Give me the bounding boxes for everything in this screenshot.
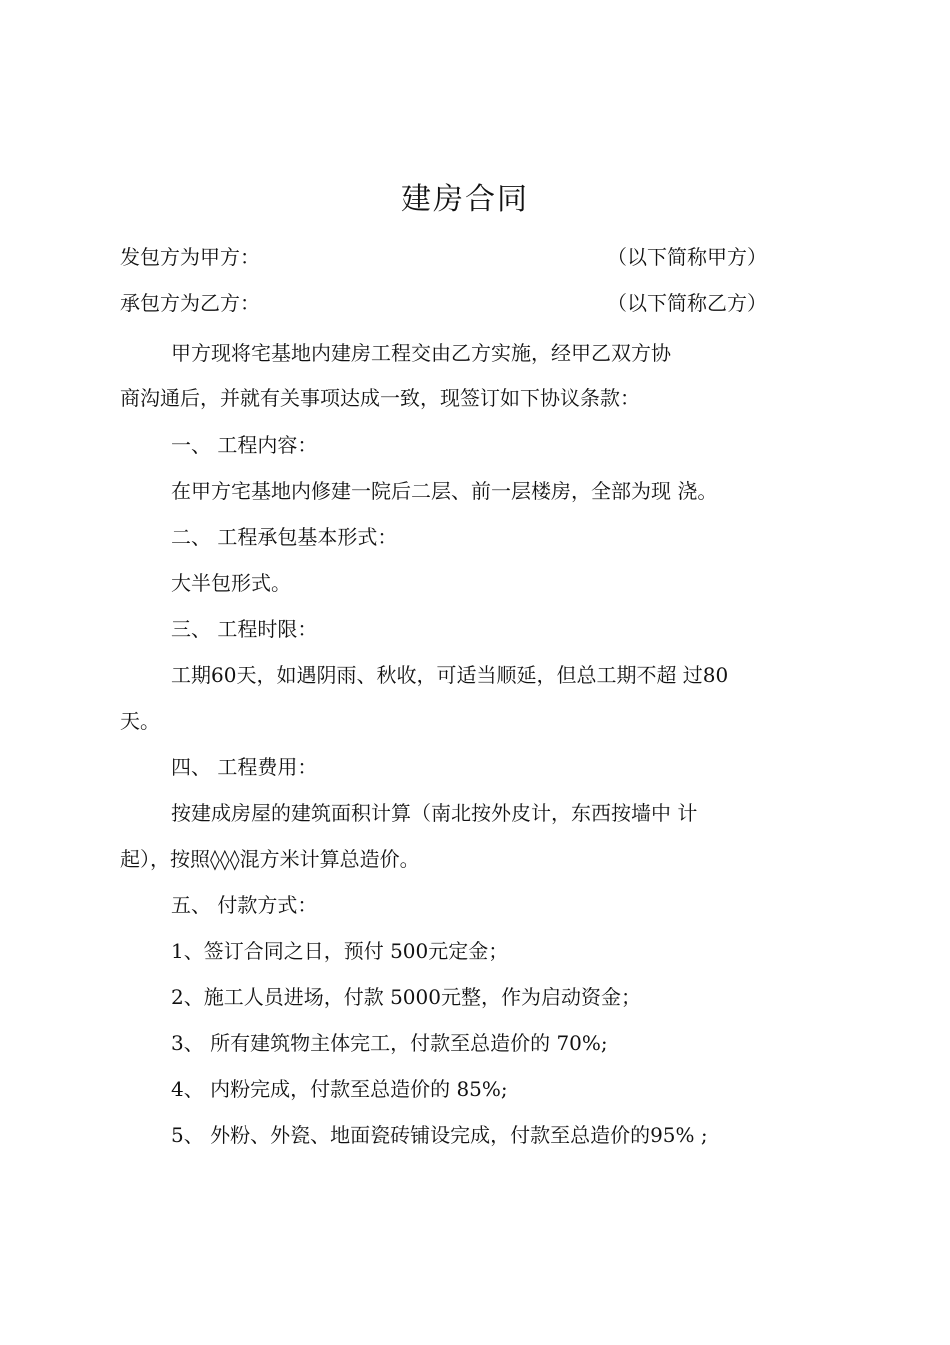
- intro-line-1: 甲方现将宅基地内建房工程交由乙方实施，经甲乙双方协: [171, 341, 671, 365]
- section-heading-1: 一、 工程内容：: [171, 433, 318, 457]
- section-body-3-line-1: 工期60天，如遇阴雨、秋收，可适当顺延，但总工期不超 过80: [171, 663, 729, 687]
- payment-item-1: 1、签订合同之日，预付 500元定金；: [171, 939, 509, 963]
- payment-item-3: 3、 所有建筑物主体完工，付款至总造价的 70%;: [171, 1031, 608, 1055]
- party-a-note: （以下简称甲方）: [607, 245, 767, 269]
- section-heading-2: 二、 工程承包基本形式：: [171, 525, 398, 549]
- section-body-4-line-1: 按建成房屋的建筑面积计算（南北按外皮计，东西按墙中 计: [171, 801, 698, 825]
- party-b-note: （以下简称乙方）: [607, 291, 767, 315]
- section-heading-5: 五、 付款方式：: [171, 893, 318, 917]
- party-b-label: 承包方为乙方：: [120, 291, 260, 315]
- intro-line-2: 商沟通后，并就有关事项达成一致，现签订如下协议条款：: [120, 386, 640, 410]
- section-body-4-line-2: 起），按照◊◊◊混方米计算总造价。: [120, 847, 420, 871]
- section-body-3-line-2: 天。: [120, 709, 160, 733]
- party-a-label: 发包方为甲方：: [120, 245, 260, 269]
- payment-item-4: 4、 内粉完成，付款至总造价的 85%;: [171, 1077, 508, 1101]
- payment-item-2: 2、施工人员进场，付款 5000元整，作为启动资金；: [171, 985, 641, 1009]
- section-heading-4: 四、 工程费用：: [171, 755, 318, 779]
- document-title: 建房合同: [401, 182, 529, 217]
- section-body-1-line-1: 在甲方宅基地内修建一院后二层、前一层楼房，全部为现 浇。: [171, 479, 718, 503]
- payment-item-5: 5、 外粉、外瓷、地面瓷砖铺设完成，付款至总造价的95% ;: [171, 1123, 708, 1147]
- section-body-2-line-1: 大半包形式。: [171, 571, 291, 595]
- section-heading-3: 三、 工程时限：: [171, 617, 318, 641]
